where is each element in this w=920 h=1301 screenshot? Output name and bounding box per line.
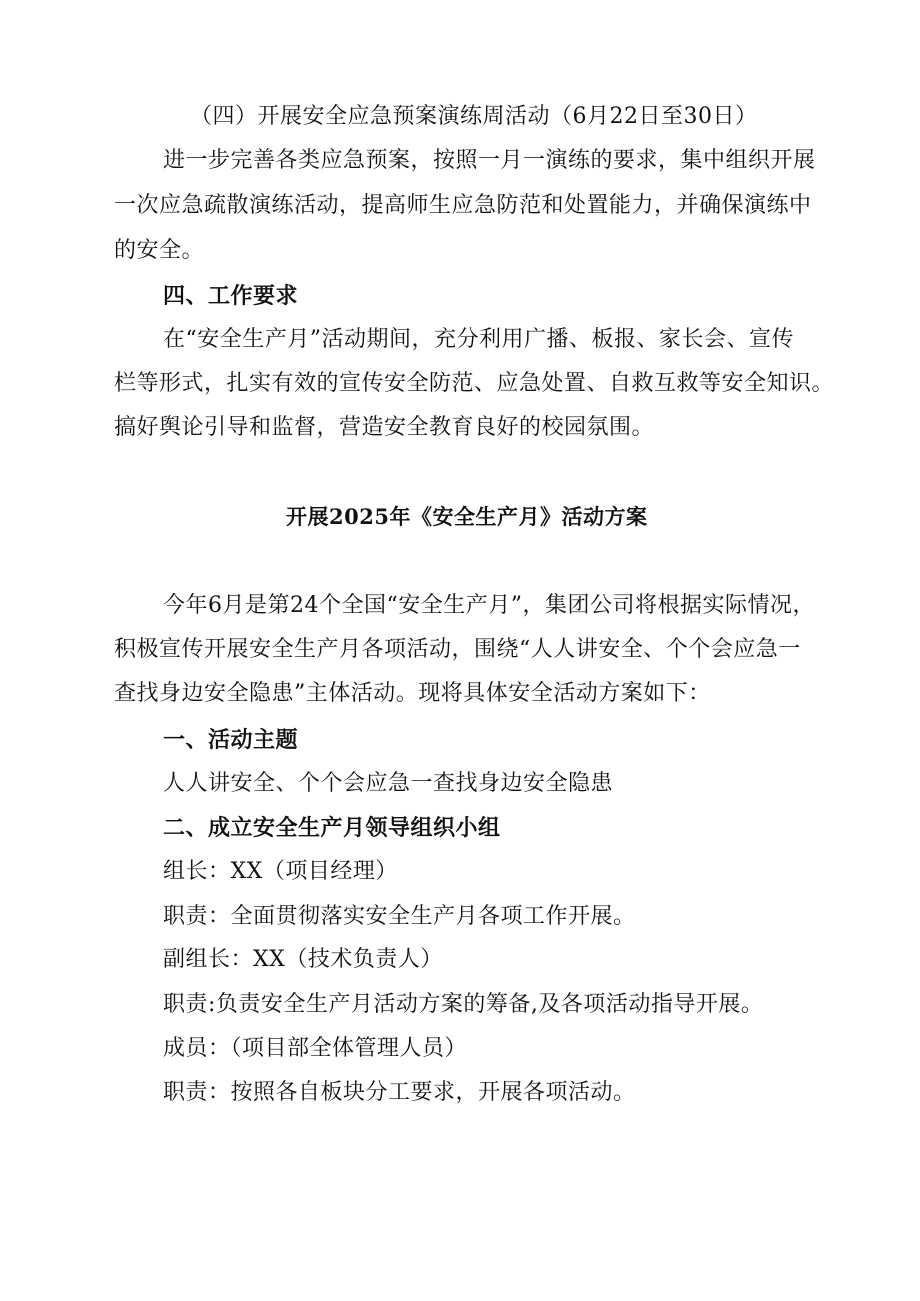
paragraph-line: 在“安全生产月”活动期间，充分利用广播、板报、家长会、宣传 [163, 327, 794, 352]
sub4-heading: （四）开展安全应急预案演练周活动（6月22日至30日） [190, 104, 758, 129]
intro-line: 积极宣传开展安全生产月各项活动，围绕“人人讲安全、个个会应急一 [114, 637, 801, 662]
section-heading-leadership-group: 二、成立安全生产月领导组织小组 [163, 815, 501, 841]
member-line: 副组长：XX（技术负责人） [163, 947, 443, 972]
document-title: 开展2025年《安全生产月》活动方案 [286, 504, 648, 529]
intro-line: 查找身边安全隐患”主体活动。现将具体安全活动方案如下： [114, 681, 711, 706]
member-line: 成员：（项目部全体管理人员） [163, 1036, 468, 1061]
paragraph-line: 进一步完善各类应急预案，按照一月一演练的要求，集中组织开展 [163, 148, 816, 173]
theme-text: 人人讲安全、个个会应急一查找身边安全隐患 [163, 771, 614, 796]
paragraph-line: 的安全。 [114, 238, 205, 263]
paragraph-line: 栏等形式，扎实有效的宣传安全防范、应急处置、自救互救等安全知识。 [114, 371, 835, 396]
paragraph-line: 搞好舆论引导和监督，营造安全教育良好的校园氛围。 [114, 415, 655, 440]
member-line: 职责：按照各自板块分工要求，开展各项活动。 [163, 1080, 636, 1105]
member-line: 组长：XX（项目经理） [163, 859, 398, 884]
section-heading-work-requirements: 四、工作要求 [163, 283, 299, 309]
member-line: 职责:负责安全生产月活动方案的筹备,及各项活动指导开展。 [163, 992, 764, 1017]
intro-line: 今年6月是第24个全国“安全生产月”，集团公司将根据实际情况， [163, 593, 815, 618]
member-line: 职责：全面贯彻落实安全生产月各项工作开展。 [163, 904, 636, 929]
paragraph-line: 一次应急疏散演练活动，提高师生应急防范和处置能力，并确保演练中 [114, 193, 812, 218]
section-heading-theme: 一、活动主题 [163, 727, 299, 753]
